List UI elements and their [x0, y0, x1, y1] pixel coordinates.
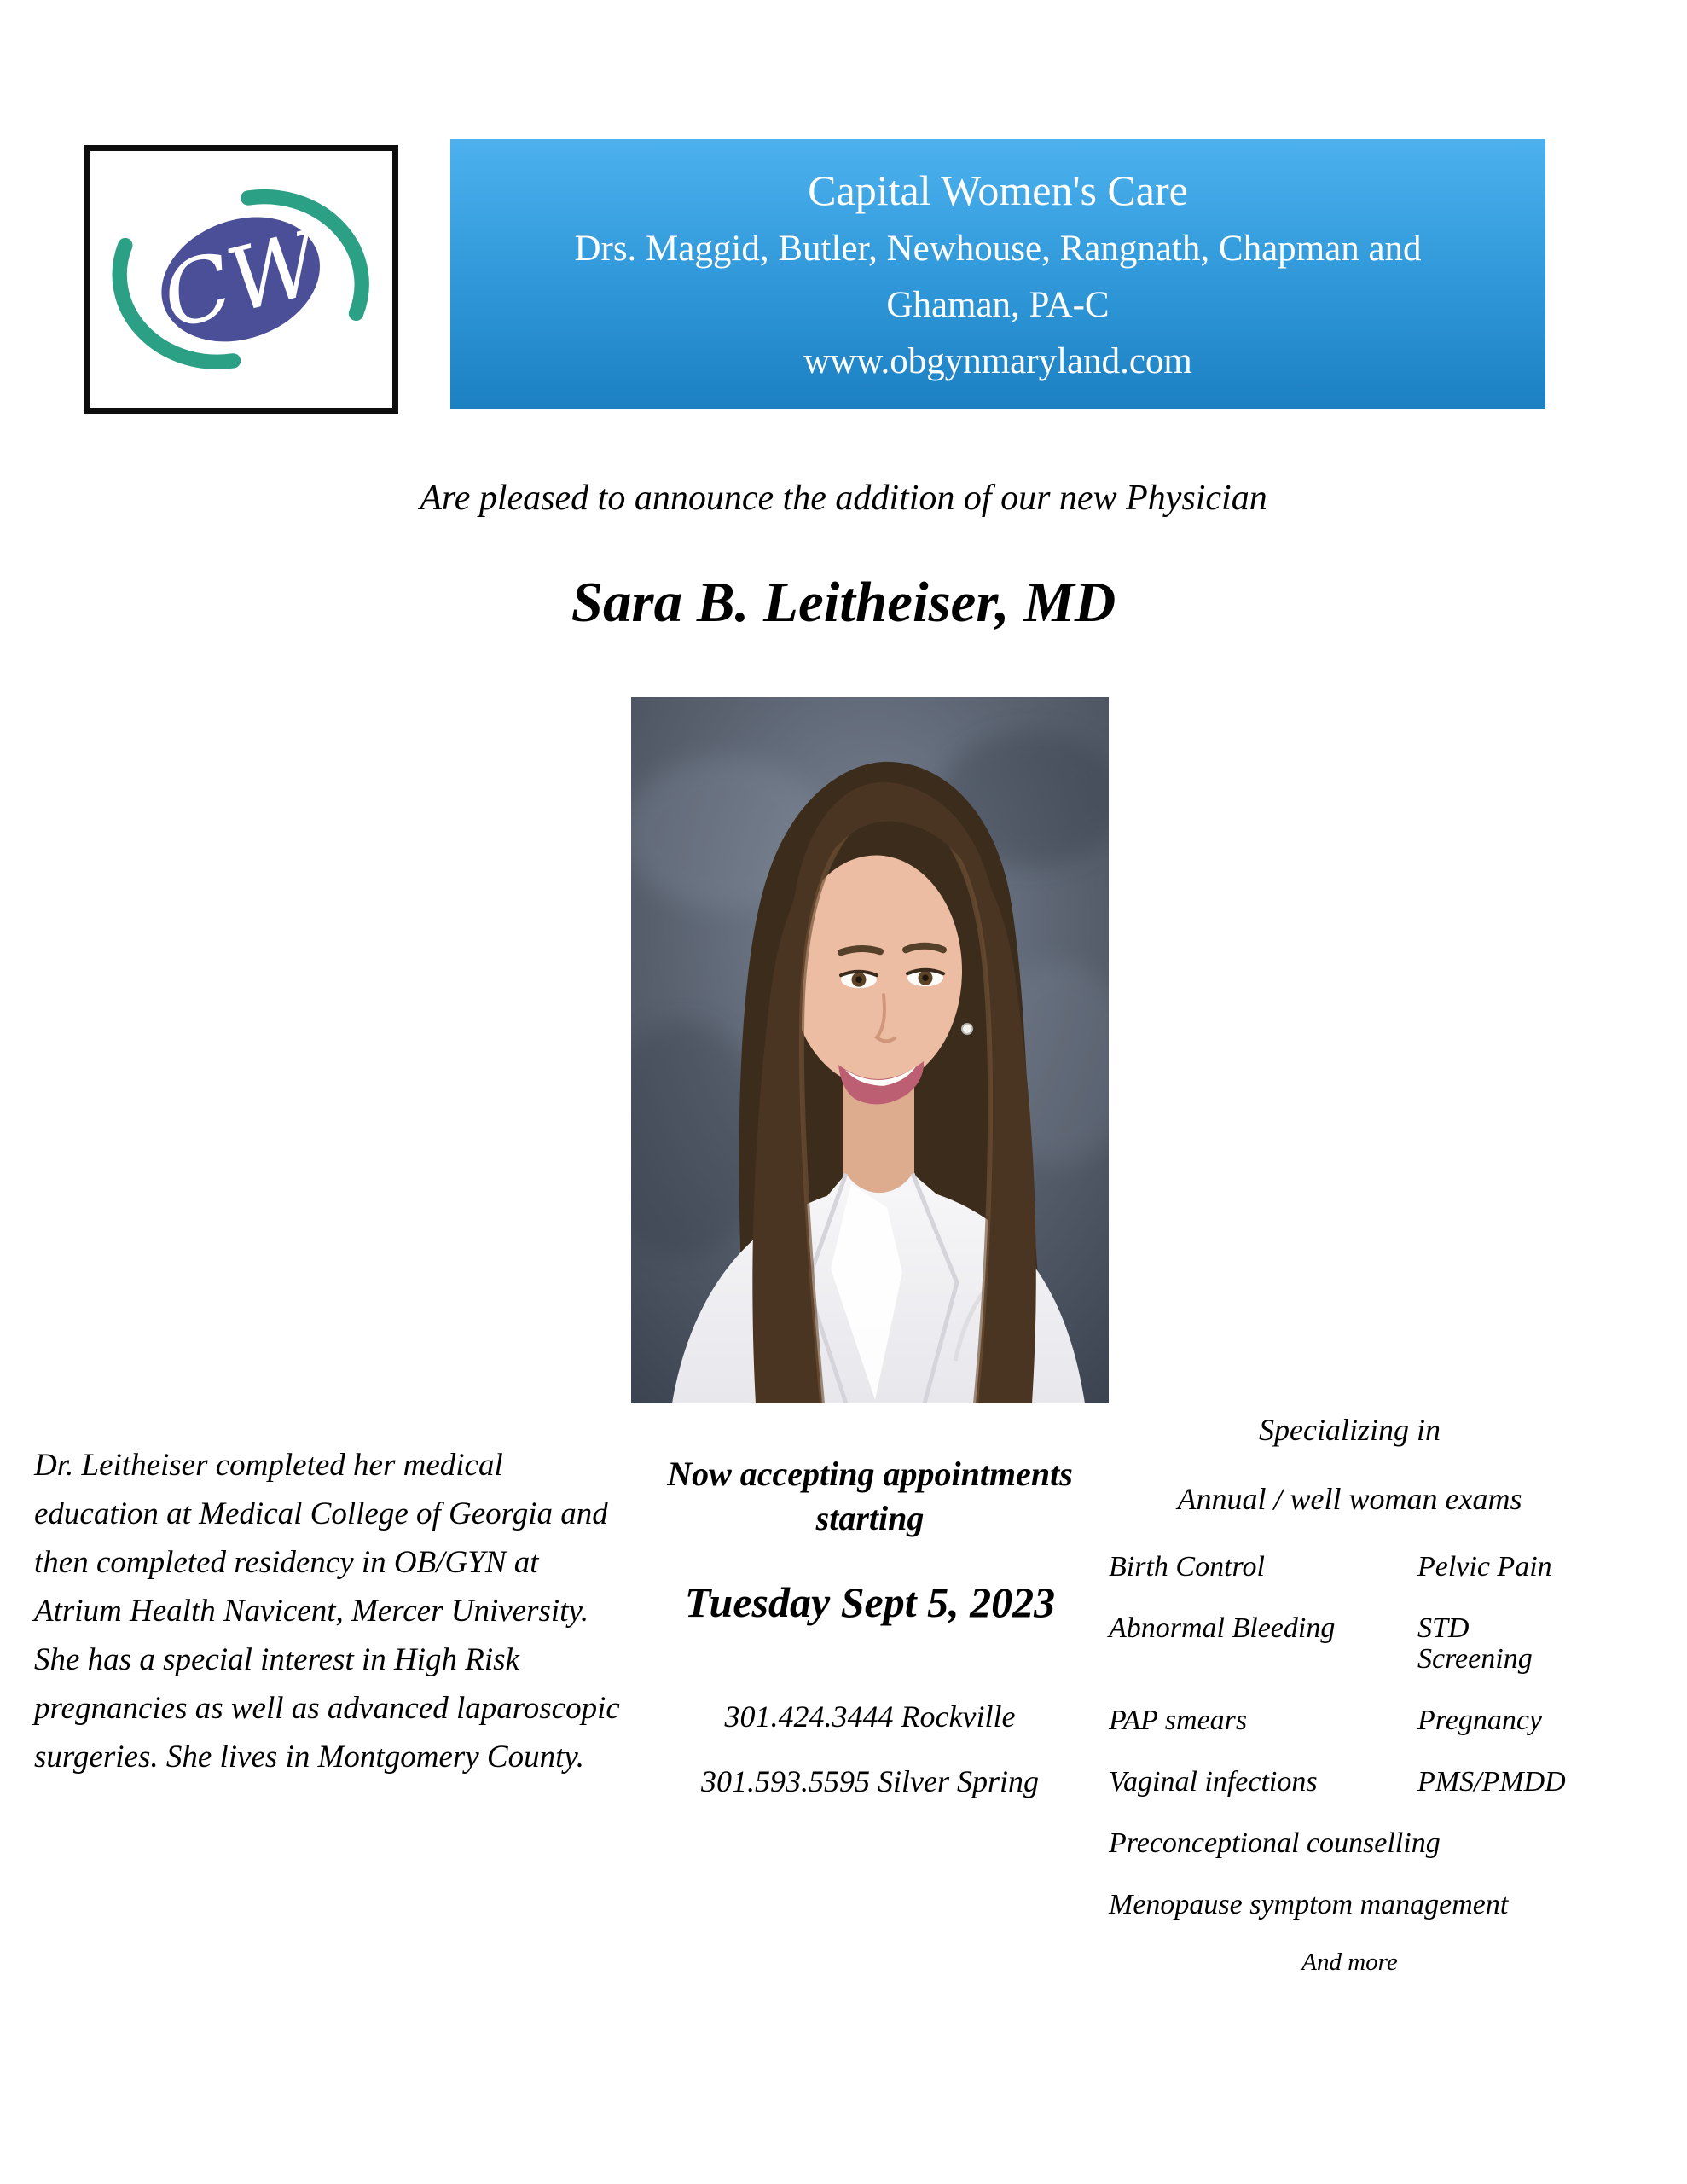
- specialty-item: PAP smears: [1109, 1705, 1248, 1736]
- logo-monogram: CW: [153, 212, 330, 350]
- capital-womens-care-logo-icon: [107, 166, 374, 392]
- specialty-item: Abnormal Bleeding: [1109, 1612, 1336, 1644]
- specialty-item: Preconceptional counselling: [1109, 1827, 1441, 1859]
- practice-logo: [84, 145, 398, 414]
- start-date: Tuesday Sept 5, 2023: [684, 1578, 1056, 1626]
- specialties-heading: Specializing in: [1259, 1413, 1441, 1447]
- specialty-item: Birth Control: [1109, 1551, 1265, 1583]
- announcement-intro: Are pleased to announce the addition of our new Physician: [420, 479, 1267, 518]
- physician-bio: Dr. Leitheiser completed her medical education at Medical College of Georgia and then completed residency in OB/GYN at Atrium Health Navicent, Mercer University. She has a special interest in High Risk pregnancies as well as advanced laparoscopic surgeries. She lives in Montgomery County.: [34, 1448, 620, 1774]
- physician-photo: [631, 697, 1109, 1403]
- practice-name: Capital Women's Care: [808, 166, 1188, 214]
- specialties-more: And more: [1301, 1949, 1398, 1976]
- appointments-column: [631, 1452, 1109, 1798]
- specialty-item: STD Screening: [1417, 1612, 1533, 1675]
- practice-banner: [450, 139, 1545, 409]
- specialty-item: Pregnancy: [1417, 1705, 1543, 1736]
- physician-portrait-image: [631, 697, 1109, 1403]
- specialty-item: PMS/PMDD: [1417, 1766, 1566, 1798]
- specialties-column: [1109, 1412, 1591, 1977]
- practice-website: www.obgynmaryland.com: [803, 341, 1192, 381]
- phone-rockville: 301.424.3444 Rockville: [724, 1699, 1016, 1734]
- specialties-subheading: Annual / well woman exams: [1177, 1482, 1522, 1516]
- doctors-line-2: Ghaman, PA-C: [886, 285, 1110, 325]
- specialty-item: Menopause symptom management: [1109, 1889, 1509, 1920]
- accepting-line-1: Now accepting appointments: [667, 1455, 1073, 1493]
- specialty-item: Vaginal infections: [1109, 1766, 1318, 1798]
- doctors-line-1: Drs. Maggid, Butler, Newhouse, Rangnath, Chapman and: [574, 229, 1422, 269]
- specialty-item: Pelvic Pain: [1417, 1551, 1552, 1583]
- specialties-grid: [1109, 1552, 1591, 1798]
- phone-silver-spring: 301.593.5595 Silver Spring: [701, 1764, 1039, 1798]
- physician-name-heading: Sara B. Leitheiser, MD: [571, 571, 1116, 634]
- accepting-line-2: starting: [815, 1499, 925, 1537]
